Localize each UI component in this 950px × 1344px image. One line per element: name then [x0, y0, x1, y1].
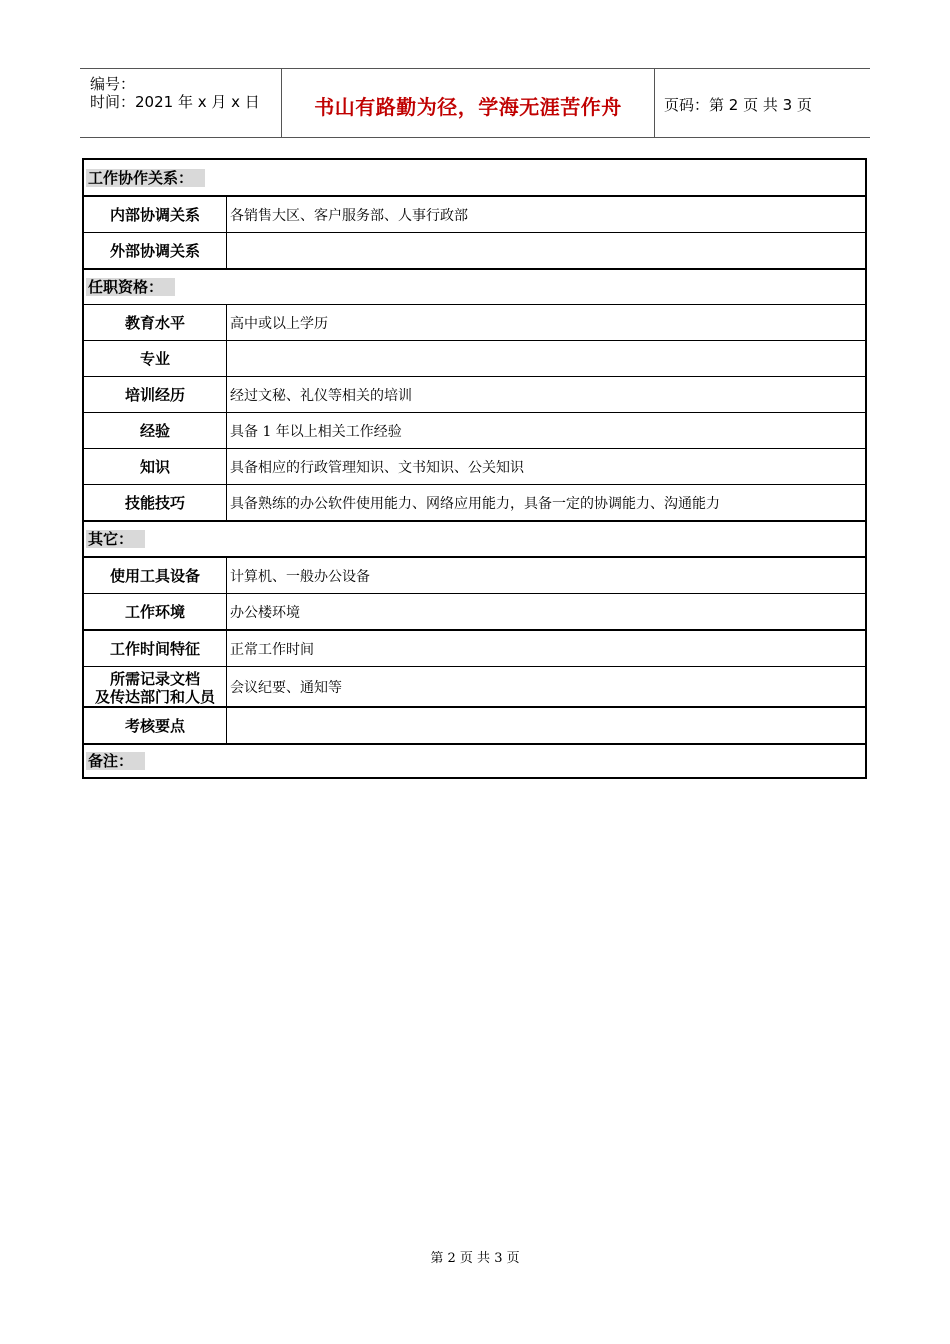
row-value: 计算机、一般办公设备	[230, 568, 370, 585]
table-row-work-time	[84, 631, 865, 667]
motto-text: 书山有路勤为径，学海无涯苦作舟	[314, 95, 622, 119]
header-motto-cell	[281, 69, 655, 137]
table-row-training	[84, 377, 865, 413]
row-value: 具备 1 年以上相关工作经验	[230, 423, 402, 440]
section-remarks	[84, 745, 865, 777]
section-other	[84, 522, 865, 558]
row-label: 使用工具设备	[84, 558, 227, 593]
page-info: 页码：第 2 页 共 3 页	[664, 96, 812, 114]
table-row-knowledge	[84, 449, 865, 485]
section-title: 其它：	[86, 530, 145, 548]
job-description-table	[82, 158, 867, 779]
code-label: 编号：	[90, 75, 136, 93]
row-value: 各销售大区、客户服务部、人事行政部	[230, 207, 468, 224]
row-label: 考核要点	[84, 708, 227, 743]
row-label: 内部协调关系	[84, 197, 227, 232]
table-row-documents	[84, 667, 865, 708]
row-value: 具备相应的行政管理知识、文书知识、公关知识	[230, 459, 524, 476]
section-title: 备注：	[86, 752, 145, 770]
table-row-education	[84, 305, 865, 341]
page-header	[80, 68, 870, 138]
table-row-major	[84, 341, 865, 377]
row-value: 会议纪要、通知等	[230, 679, 342, 696]
row-label: 经验	[84, 413, 227, 448]
table-row-assessment	[84, 708, 865, 745]
row-label: 工作环境	[84, 594, 227, 629]
row-value: 办公楼环境	[230, 604, 300, 621]
table-row-tools	[84, 558, 865, 594]
row-value: 具备熟练的办公软件使用能力、网络应用能力，具备一定的协调能力、沟通能力	[230, 495, 720, 512]
date-label: 时间：2021 年 x 月 x 日	[90, 93, 260, 111]
page-footer: 第 2 页 共 3 页	[430, 1251, 520, 1266]
table-row-skills	[84, 485, 865, 522]
row-label: 专业	[84, 341, 227, 376]
row-label: 工作时间特征	[84, 631, 227, 666]
row-label: 培训经历	[84, 377, 227, 412]
section-title: 工作协作关系：	[86, 169, 205, 187]
header-page-cell	[654, 69, 870, 137]
row-label	[84, 667, 227, 706]
table-row-external	[84, 233, 865, 270]
row-value: 正常工作时间	[230, 641, 314, 658]
row-label-line: 及传达部门和人员	[94, 687, 215, 706]
row-label: 知识	[84, 449, 227, 484]
table-row-internal	[84, 197, 865, 233]
table-row-experience	[84, 413, 865, 449]
table-row-environment	[84, 594, 865, 631]
row-label: 技能技巧	[84, 485, 227, 520]
header-meta-cell	[80, 69, 281, 137]
row-value: 高中或以上学历	[230, 315, 328, 332]
row-value: 经过文秘、礼仪等相关的培训	[230, 387, 412, 404]
section-qualifications	[84, 270, 865, 305]
row-label: 外部协调关系	[84, 233, 227, 268]
row-label: 教育水平	[84, 305, 227, 340]
section-title: 任职资格：	[86, 278, 175, 296]
row-label-line: 所需记录文档	[109, 669, 200, 688]
section-cooperation	[84, 160, 865, 197]
